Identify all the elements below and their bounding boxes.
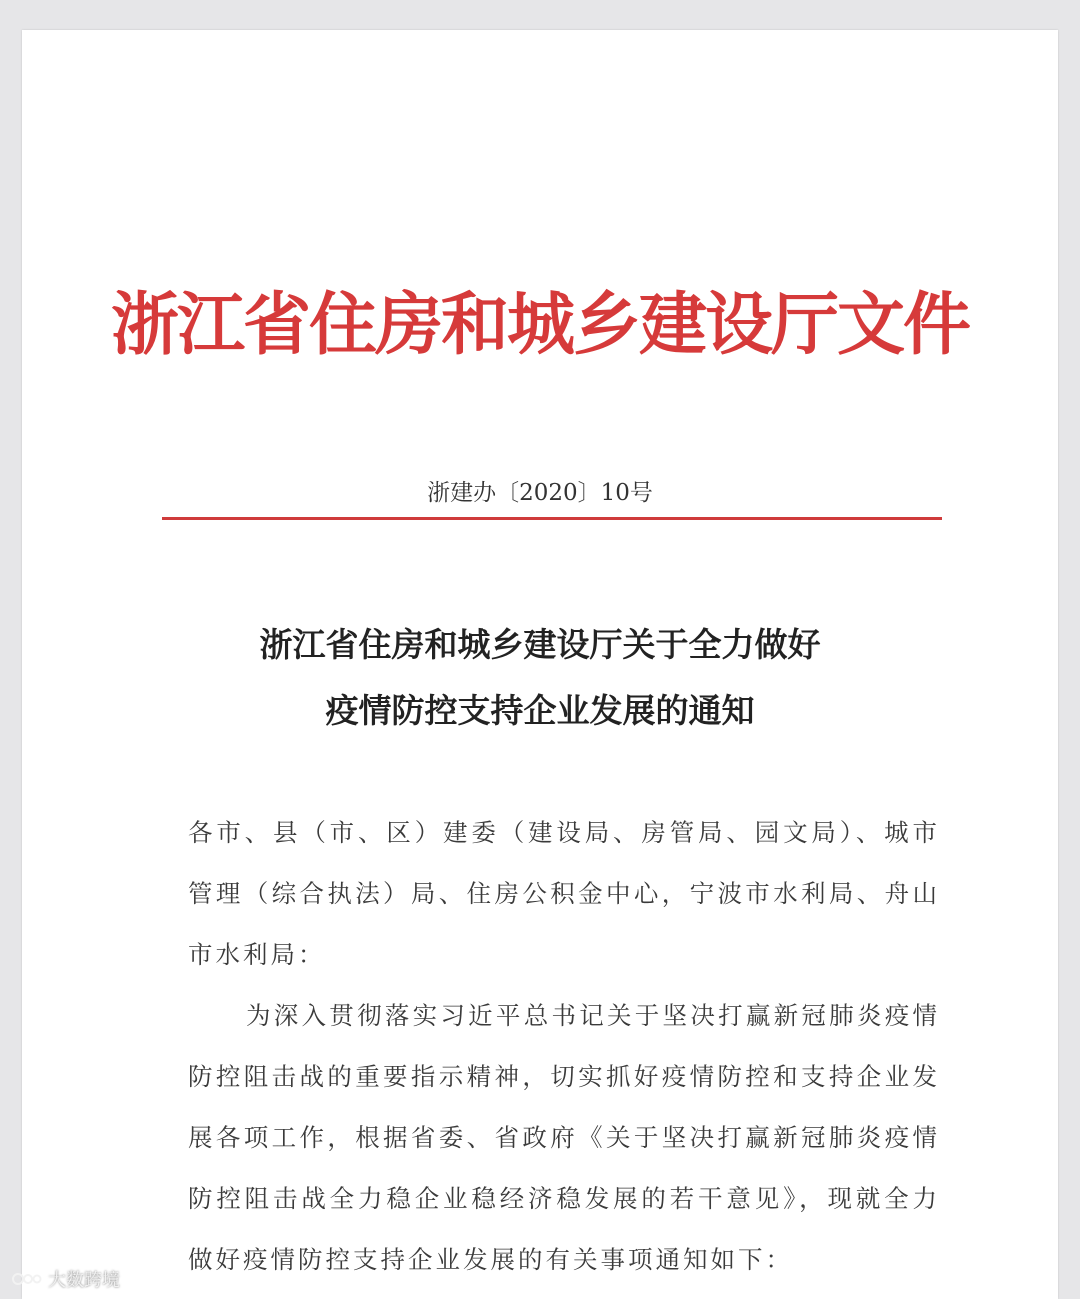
issuer-header: 浙江省住房和城乡建设厅文件	[110, 286, 969, 365]
body-paragraph-1: 为深入贯彻落实习近平总书记关于坚决打赢新冠肺炎疫情防控阻击战的重要指示精神，切实抓好疫情防控和支持企业发展各项工作，根据省委、省政府《关于坚决打赢新冠肺炎疫情防控阻击战全力稳企业稳经济稳发展的若干意见》，现就全力做好疫情防控支持企业发展的有关事项通知如下：	[188, 1001, 940, 1274]
recipients-paragraph: 各市、县（市、区）建委（建设局、房管局、园文局）、城市管理（综合执法）局、住房公积金中心，宁波市水利局、舟山市水利局：	[188, 818, 940, 969]
brand-logo-icon	[12, 1270, 42, 1288]
watermark	[12, 1266, 120, 1292]
red-divider	[162, 517, 942, 520]
document-heading	[22, 612, 1058, 744]
watermark-text: 大数跨境	[48, 1270, 120, 1291]
heading-line-2: 疫情防控支持企业发展的通知	[325, 691, 755, 730]
document-page	[22, 30, 1058, 1299]
heading-line-1: 浙江省住房和城乡建设厅关于全力做好	[259, 625, 821, 664]
document-number: 浙建办〔2020〕10号	[427, 480, 653, 506]
document-body	[188, 802, 940, 1290]
